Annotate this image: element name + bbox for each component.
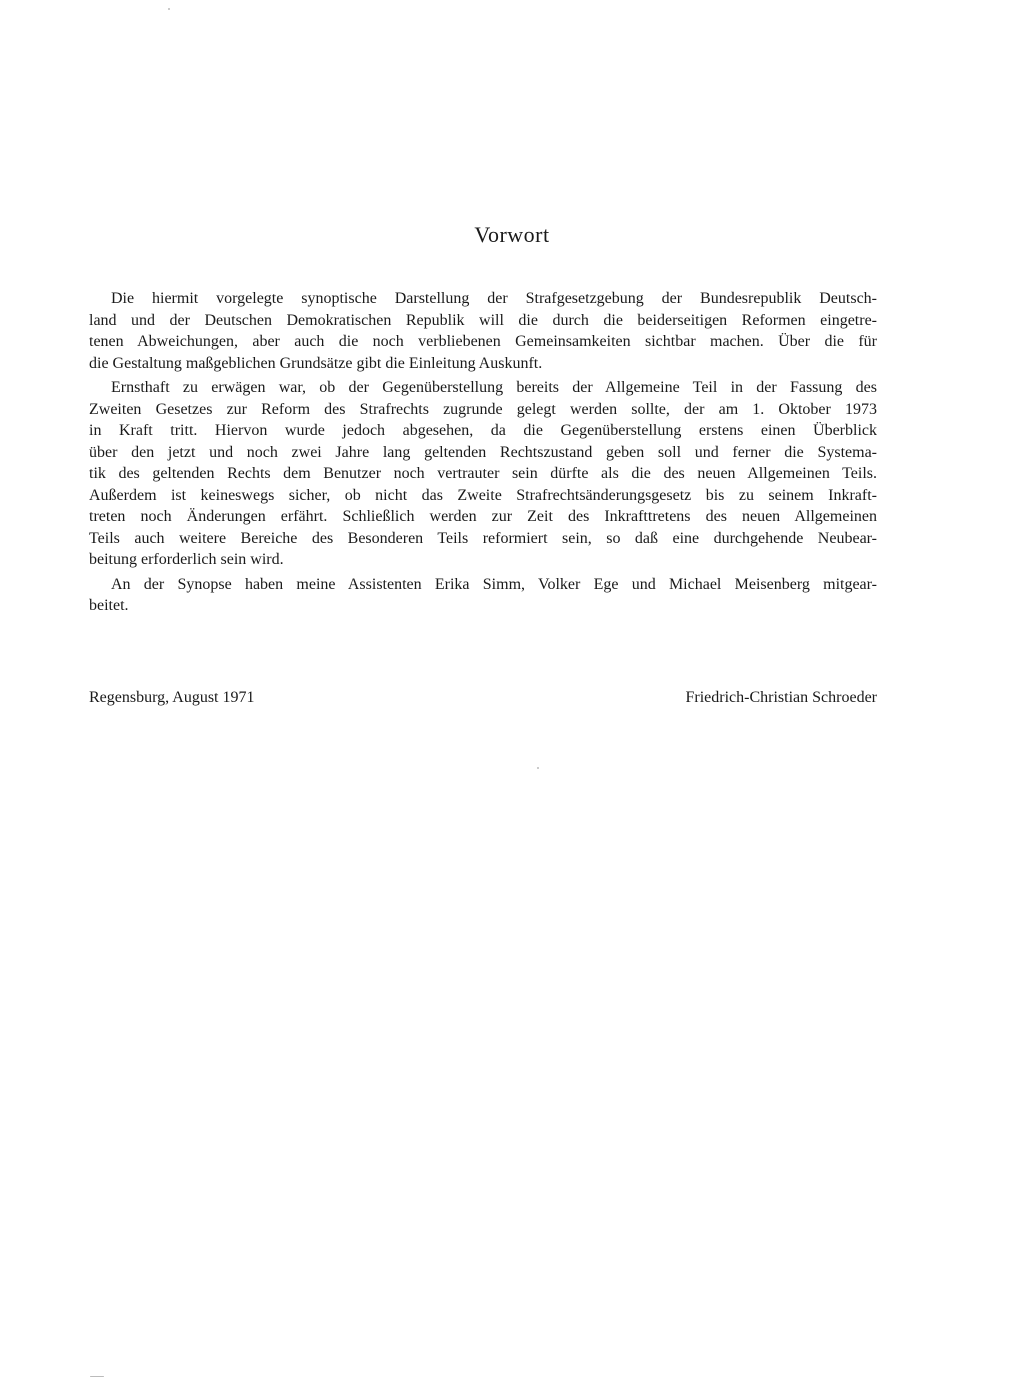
text-line: beitung erforderlich sein wird. (89, 551, 284, 568)
text-line: tik des geltenden Rechts dem Benutzer noch vertrauter sein dürfte als die des neuen Allgemeinen Teils. (89, 465, 877, 482)
text-line: An der Synopse haben meine Assistenten Erika Simm, Volker Ege und Michael Meisenberg mitgear- (111, 575, 877, 593)
scan-speck (90, 1376, 104, 1377)
scan-speck (168, 8, 170, 10)
place-date: Regensburg, August 1971 (89, 689, 255, 706)
author-name: Friedrich-Christian Schroeder (685, 689, 877, 706)
text-line: land und der Deutschen Demokratischen Republik will die durch die beiderseitigen Reformen eingetre- (89, 311, 877, 329)
text-line: in Kraft tritt. Hiervon wurde jedoch abgesehen, da die Gegenüberstellung erstens einen Überblick (89, 422, 877, 439)
text-line: beitet. (89, 597, 129, 614)
text-line: Die hiermit vorgelegte synoptische Darstellung der Strafgesetzgebung der Bundesrepublik Deutsch- (111, 290, 877, 307)
text-line: Ernsthaft zu erwägen war, ob der Gegenüberstellung bereits der Allgemeine Teil in der Fassung des (111, 379, 877, 396)
signature-row (89, 689, 877, 707)
scan-speck (537, 767, 539, 769)
paragraph-2 (89, 377, 877, 571)
text-line: treten noch Änderungen erfährt. Schließlich werden zur Zeit des Inkrafttretens des neuen Allgemeinen (89, 508, 877, 525)
paragraph-3 (89, 574, 877, 617)
paragraph-1 (89, 288, 877, 374)
text-line: über den jetzt und noch zwei Jahre lang geltenden Rechtszustand geben soll und ferner die Systema- (89, 443, 877, 461)
text-line: die Gestaltung maßgeblichen Grundsätze gibt die Einleitung Auskunft. (89, 354, 543, 372)
text-line: tenen Abweichungen, aber auch die noch verbliebenen Gemeinsamkeiten sichtbar machen. Über die für (89, 333, 877, 350)
text-line: Zweiten Gesetzes zur Reform des Strafrechts zugrunde gelegt werden sollte, der am 1. Oktober 1973 (89, 400, 877, 418)
document-body (89, 288, 877, 620)
page-title: Vorwort (474, 222, 550, 247)
text-line: Teils auch weitere Bereiche des Besonderen Teils reformiert sein, so daß eine durchgehende Neubear- (89, 529, 877, 547)
text-line: Außerdem ist keineswegs sicher, ob nicht das Zweite Strafrechtsänderungsgesetz bis zu seinem Inkraft- (89, 486, 877, 504)
